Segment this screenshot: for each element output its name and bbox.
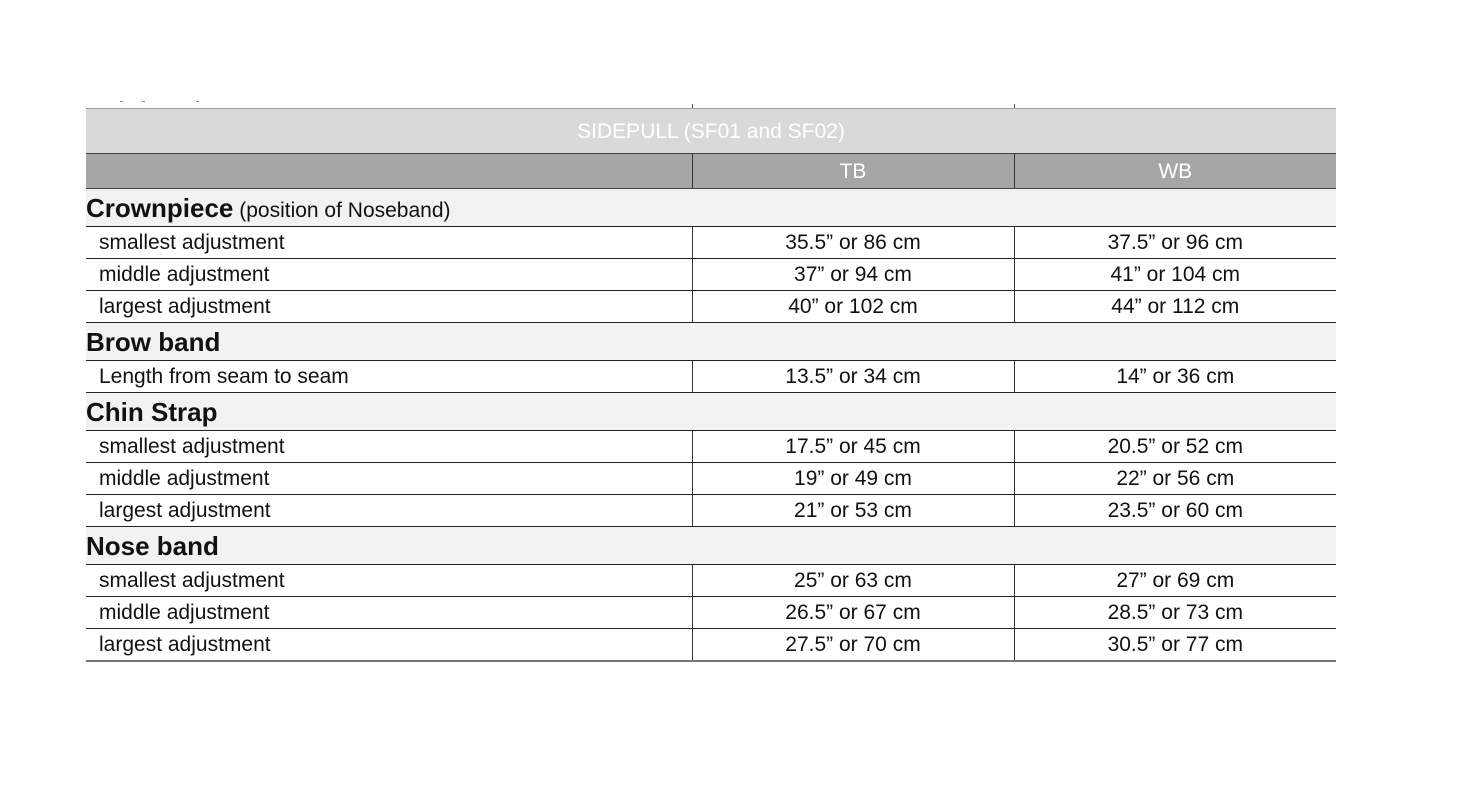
column-header-wb: WB	[1014, 154, 1336, 189]
cell-wb: 44” or 112 cm	[1014, 291, 1336, 323]
table-title: SIDEPULL (SF01 and SF02)	[86, 109, 1336, 154]
cell-wb: 22” or 56 cm	[1014, 463, 1336, 495]
cell-wb: 27” or 69 cm	[1014, 565, 1336, 597]
table-row	[86, 227, 1336, 259]
cell-wb: 28.5” or 73 cm	[1014, 597, 1336, 629]
row-label: middle adjustment	[86, 259, 692, 291]
cell-tb: 26.5” or 67 cm	[692, 597, 1014, 629]
table-row	[86, 291, 1336, 323]
cell-wb: 30.5” or 77 cm	[1014, 629, 1336, 662]
table-row	[86, 495, 1336, 527]
cell-tb: 13.5” or 34 cm	[692, 361, 1014, 393]
row-label: smallest adjustment	[86, 431, 692, 463]
table-row	[86, 259, 1336, 291]
section-name: Nose band	[86, 530, 219, 561]
section-name: Crownpiece	[86, 192, 234, 223]
section-row	[86, 527, 1336, 565]
column-header-row	[86, 154, 1336, 189]
section-name: Brow band	[86, 326, 221, 357]
section-row	[86, 323, 1336, 361]
cell-tb: 27.5” or 70 cm	[692, 629, 1014, 662]
cell-wb: 14” or 36 cm	[1014, 361, 1336, 393]
row-label: largest adjustment	[86, 629, 692, 662]
cell-tb: 25” or 63 cm	[692, 565, 1014, 597]
row-label: largest adjustment	[86, 495, 692, 527]
table-row	[86, 597, 1336, 629]
cell-wb: 20.5” or 52 cm	[1014, 431, 1336, 463]
table-row	[86, 565, 1336, 597]
table-row	[86, 463, 1336, 495]
table-row	[86, 629, 1336, 662]
cropped-previous-text	[112, 99, 212, 105]
section-heading	[86, 393, 1336, 431]
cell-tb: 21” or 53 cm	[692, 495, 1014, 527]
section-name: Chin Strap	[86, 396, 218, 427]
sidepull-size-table	[86, 108, 1336, 662]
section-heading	[86, 189, 1336, 227]
cell-tb: 19” or 49 cm	[692, 463, 1014, 495]
section-heading	[86, 527, 1336, 565]
cell-wb: 37.5” or 96 cm	[1014, 227, 1336, 259]
row-label: smallest adjustment	[86, 227, 692, 259]
cell-wb: 23.5” or 60 cm	[1014, 495, 1336, 527]
cell-tb: 35.5” or 86 cm	[692, 227, 1014, 259]
row-label: middle adjustment	[86, 463, 692, 495]
section-row	[86, 393, 1336, 431]
column-header-label	[86, 154, 692, 189]
row-label: largest adjustment	[86, 291, 692, 323]
cell-wb: 41” or 104 cm	[1014, 259, 1336, 291]
column-header-tb: TB	[692, 154, 1014, 189]
section-row	[86, 189, 1336, 227]
row-label: smallest adjustment	[86, 565, 692, 597]
cell-tb: 17.5” or 45 cm	[692, 431, 1014, 463]
table-title-row	[86, 109, 1336, 154]
row-label: middle adjustment	[86, 597, 692, 629]
row-label: Length from seam to seam	[86, 361, 692, 393]
cell-tb: 40” or 102 cm	[692, 291, 1014, 323]
section-note: (position of Noseband)	[239, 198, 451, 222]
table-row	[86, 431, 1336, 463]
cell-tb: 37” or 94 cm	[692, 259, 1014, 291]
table-row	[86, 361, 1336, 393]
section-heading	[86, 323, 1336, 361]
